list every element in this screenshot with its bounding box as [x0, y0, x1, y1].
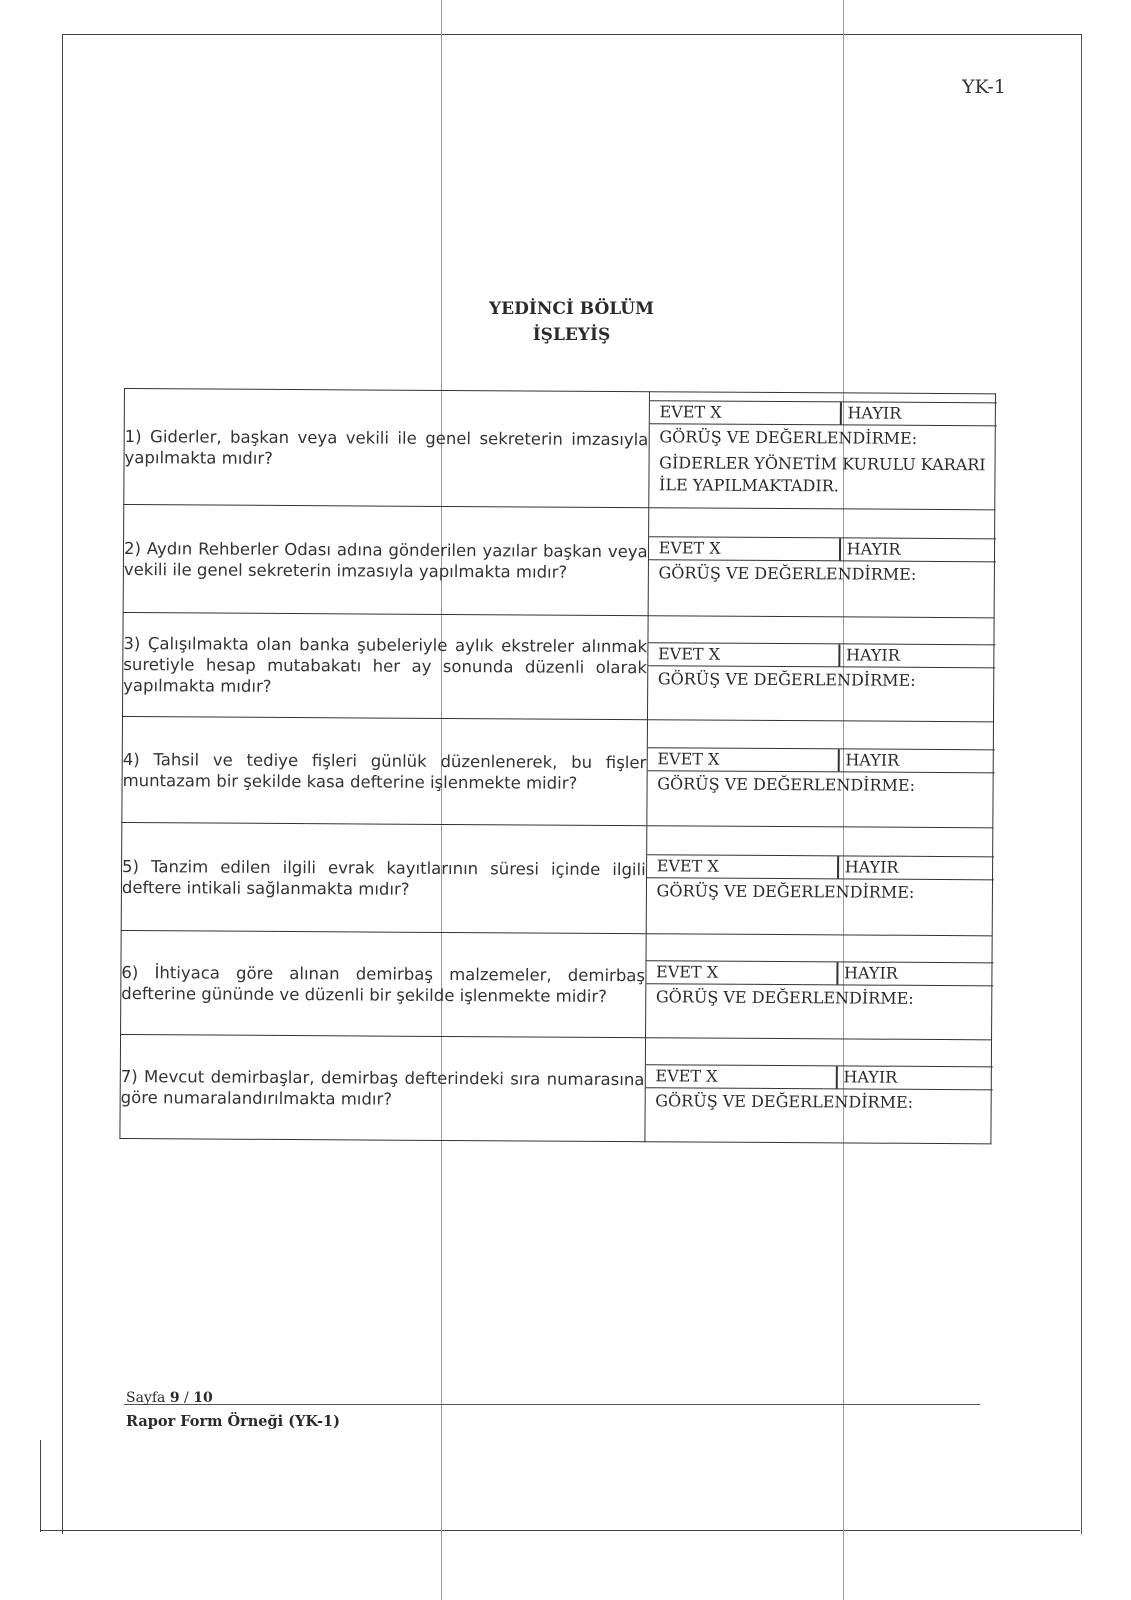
opinion-label: GÖRÜŞ VE DEĞERLENDİRME:	[657, 773, 916, 795]
no-option[interactable]: HAYIR	[843, 1066, 898, 1087]
answer-options	[649, 536, 996, 562]
frame-bottom-border	[40, 1530, 1080, 1531]
answer-cell	[645, 1038, 992, 1144]
footer-title: Rapor Form Örneği (YK-1)	[126, 1413, 340, 1430]
yes-option[interactable]: EVET X	[649, 401, 841, 424]
question-text: 7) Mevcut demirbaşlar, demirbaş defterindeki sıra numarasına göre numaralandırılmakta mıdır?	[120, 1034, 645, 1141]
question-text: 1) Giderler, başkan veya vekili ile genel sekreterin imzasıyla yapılmakta mıdır?	[124, 389, 649, 508]
question-text: 4) Tahsil ve tediye fişleri günlük düzenlenerek, bu fişler muntazam bir şekilde kasa defterine işlenmekte midir?	[122, 716, 647, 825]
question-text: 3) Çalışılmakta olan banka şubeleriyle aylık ekstreler alınmak suretiyle hesap mutabakatı her ay sonunda düzenli olarak yapılmakta mıdır?	[122, 612, 647, 719]
answer-options	[648, 642, 995, 668]
no-option[interactable]: HAYIR	[845, 749, 900, 770]
opinion-label: GÖRÜŞ VE DEĞERLENDİRME:	[656, 880, 915, 902]
question-row	[120, 1034, 992, 1143]
opinion-label: GÖRÜŞ VE DEĞERLENDİRME:	[658, 562, 917, 584]
opinion-label: GÖRÜŞ VE DEĞERLENDİRME:	[655, 986, 914, 1008]
opinion-note: GİDERLER YÖNETİM KURULU KARARI İLE YAPILMAKTADIR.	[659, 452, 986, 495]
footer-divider	[124, 1404, 980, 1405]
yes-option[interactable]: EVET X	[646, 961, 838, 984]
section-title: YEDİNCİ BÖLÜM	[489, 299, 654, 319]
question-row	[122, 716, 994, 827]
page-separator: /	[184, 1390, 189, 1406]
no-option[interactable]: HAYIR	[844, 962, 898, 983]
question-text: 6) İhtiyaca göre alınan demirbaş malzemeler, demirbaş defterine gününde ve düzenli bir şekilde işlenmekte midir?	[121, 930, 646, 1037]
yes-option[interactable]: EVET X	[645, 1065, 837, 1088]
question-row	[121, 930, 993, 1039]
section-subtitle: İŞLEYİŞ	[532, 325, 611, 345]
answer-cell	[648, 508, 995, 618]
question-row	[121, 822, 993, 935]
answer-cell	[648, 392, 995, 510]
yes-option[interactable]: EVET X	[648, 643, 840, 666]
question-text: 5) Tanzim edilen ilgili evrak kayıtlarının süresi içinde ilgili deftere intikali sağlanmakta mıdır?	[121, 822, 646, 933]
no-option[interactable]: HAYIR	[847, 402, 902, 423]
answer-options	[647, 747, 994, 773]
yes-option[interactable]: EVET X	[647, 855, 839, 878]
page-current: 9	[169, 1390, 180, 1406]
inspection-table	[119, 388, 996, 1144]
no-option[interactable]: HAYIR	[844, 856, 899, 877]
answer-cell	[645, 934, 992, 1040]
no-option[interactable]: HAYIR	[845, 644, 900, 665]
answer-options	[649, 400, 996, 426]
section-heading	[0, 296, 1131, 348]
question-row	[123, 505, 995, 618]
opinion-label: GÖRÜŞ VE DEĞERLENDİRME:	[657, 668, 916, 690]
question-row	[124, 389, 996, 510]
page-label: Sayfa	[126, 1390, 166, 1406]
no-option[interactable]: HAYIR	[846, 538, 901, 559]
yes-option[interactable]: EVET X	[647, 748, 839, 771]
answer-cell	[647, 616, 994, 722]
yes-option[interactable]: EVET X	[649, 537, 841, 560]
answer-cell	[646, 720, 993, 828]
opinion-label: GÖRÜŞ VE DEĞERLENDİRME:	[659, 426, 918, 448]
answer-options	[645, 1064, 992, 1090]
opinion-label: GÖRÜŞ VE DEĞERLENDİRME:	[655, 1090, 914, 1112]
answer-cell	[646, 826, 993, 936]
answer-options	[647, 854, 994, 880]
question-row	[122, 612, 994, 721]
frame-left-border	[40, 1440, 41, 1532]
page-number	[126, 1390, 213, 1406]
page-total: 10	[193, 1390, 213, 1406]
question-text: 2) Aydın Rehberler Odası adına gönderilen yazılar başkan veya vekili ile genel sekreterin imzasıyla yapılmakta mıdır?	[123, 505, 648, 616]
document-id: YK-1	[962, 76, 1006, 98]
answer-options	[646, 960, 993, 986]
